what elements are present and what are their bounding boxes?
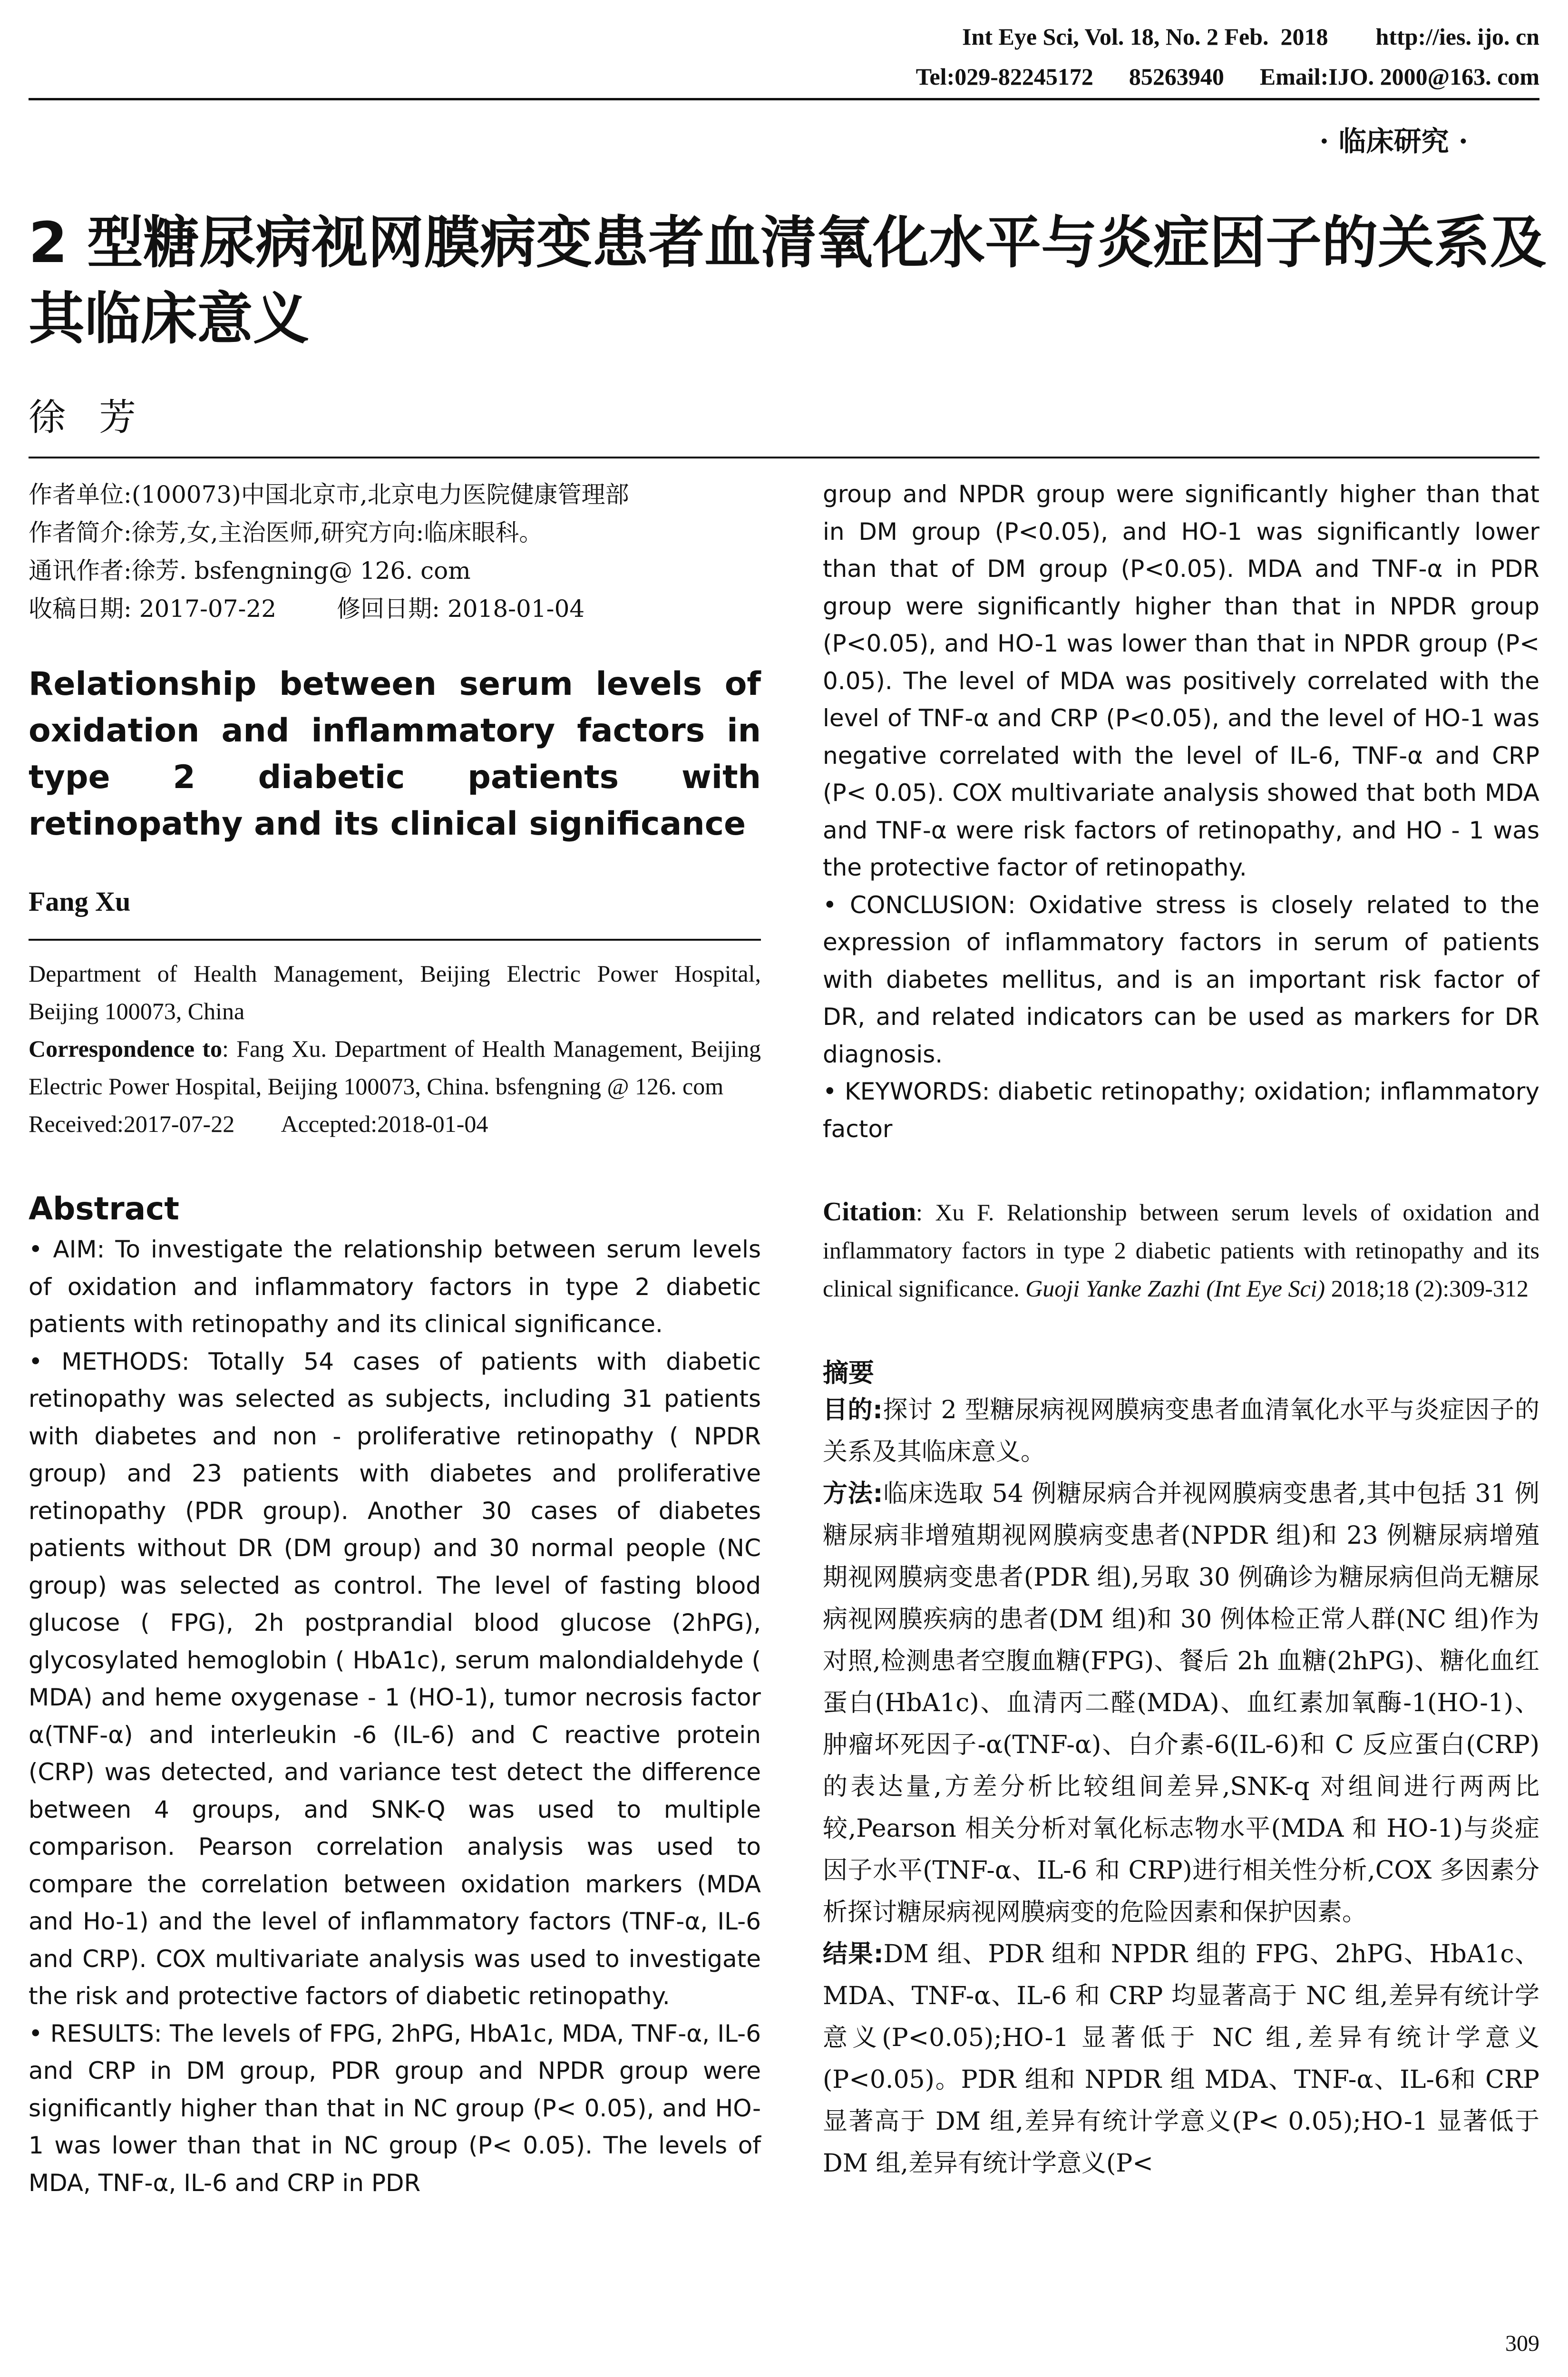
citation-label: Citation xyxy=(823,1197,916,1227)
meta-dates-cn: 收稿日期: 2017-07-22 修回日期: 2018-01-04 xyxy=(29,595,585,623)
right-column xyxy=(823,476,1539,2184)
english-author: Fang Xu xyxy=(29,886,131,917)
cn-methods-text: 临床选取 54 例糖尿病合并视网膜病变患者,其中包括 31 例糖尿病非增殖期视网膜病变患者(NPDR 组)和 23 例糖尿病增殖期视网膜病变患者(PDR 组),另取 30 例确诊为糖尿病但尚无糖尿病视网膜疾病的患者(DM 组)和 30 例体检正常人群(NC 组)作为对照,检测患者空腹血糖(FPG)、餐后 2h 血糖(2hPG)、糖化血红蛋白(HbA1c)、血清丙二醛(MDA)、血红素加氧酶-1(HO-1)、肿瘤坏死因子-α(TNF-α)、白介素-6(IL-6)和 C 反应蛋白(CRP)的表达量,方差分析比较组间差异,SNK-q 对组间进行两两比较,Pearson 相关分析对氧化标志物水平(MDA 和 HO-1)与炎症因子水平(TNF-α、IL-6 和 CRP)进行相关性分析,COX 多因素分析探讨糖尿病视网膜病变的危险因素和保护因素。 xyxy=(823,1480,1540,1927)
abstract-conclusion: • CONCLUSION: Oxidative stress is closely related to the expression of inflammatory factors in serum of patients with diabetes mellitus, and is an important risk factor of DR, and related indicators can be used as markers for DR diagnosis. xyxy=(823,891,1539,1068)
cn-aim-text: 探讨 2 型糖尿病视网膜病变患者血清氧化水平与炎症因子的关系及其临床意义。 xyxy=(823,1396,1539,1466)
citation-text: : Xu F. Relationship between serum levels of oxidation and inflammatory factors in type 2 diabetic patients with retinopathy and its clinical significance. xyxy=(823,1199,1539,1302)
abstract-aim: • AIM: To investigate the relationship between serum levels of oxidation and inflammatory factors in type 2 diabetic patients with retinopathy and its clinical significance. xyxy=(29,1236,761,1338)
citation xyxy=(823,1193,1539,1307)
section-tag: · 临床研究 · xyxy=(1319,125,1468,157)
cn-methods xyxy=(823,1473,1539,1933)
journal-header-line1: Int Eye Sci, Vol. 18, No. 2 Feb. 2018 http://ies. ijo. cn xyxy=(962,23,1539,50)
author-name-cn: 徐芳 xyxy=(29,396,170,439)
header-rule xyxy=(29,98,1539,100)
page-number: 309 xyxy=(1505,2331,1539,2356)
meta-affiliation-cn: 作者单位:(100073)中国北京市,北京电力医院健康管理部 xyxy=(29,481,629,508)
meta-corresponding-cn: 通讯作者:徐芳. bsfengning@ 126. com xyxy=(29,557,471,585)
received-dates-en: Received:2017-07-22 Accepted:2018-01-04 xyxy=(29,1111,488,1137)
cn-aim xyxy=(823,1389,1539,1473)
citation-tail: 2018;18 (2):309-312 xyxy=(1331,1275,1529,1302)
cn-results xyxy=(823,1933,1539,2184)
citation-journal: Guoji Yanke Zazhi (Int Eye Sci) xyxy=(1025,1275,1325,1302)
correspondence-label: Correspondence to xyxy=(29,1035,222,1062)
affiliation-en: Department of Health Management, Beijing Electric Power Hospital, Beijing 100073, China xyxy=(29,960,761,1024)
abstract-results-part1: • RESULTS: The levels of FPG, 2hPG, HbA1c, MDA, TNF-α, IL-6 and CRP in DM group, PDR group and NPDR group were significantly higher than that in NC group (P< 0.05), and HO-1 was lower than that in NC group (P< 0.05). The levels of MDA, TNF-α, IL-6 and CRP in PDR xyxy=(29,2019,761,2197)
abstract-heading: Abstract xyxy=(29,1190,179,1227)
left-column xyxy=(29,476,761,2202)
correspondence-en xyxy=(29,1030,761,1105)
page-title: 2 型糖尿病视网膜病变患者血清氧化水平与炎症因子的关系及其临床意义 xyxy=(29,210,1547,351)
correspondence-text: : Fang Xu. Department of Health Management, Beijing Electric Power Hospital, Beijing 100073, China. bsfengning @ 126. com xyxy=(29,1035,761,1100)
meta-author-intro-cn: 作者简介:徐芳,女,主治医师,研究方向:临床眼科。 xyxy=(29,519,543,546)
abstract-methods: • METHODS: Totally 54 cases of patients with diabetic retinopathy was selected as subjects, including 31 patients with diabetes and non - proliferative retinopathy ( NPDR group) and 23 patients with diabetes and proliferative retinopathy (PDR group). Another 30 cases of diabetes patients without DR (DM group) and 30 normal people (NC group) was selected as control. The level of fasting blood glucose ( FPG), 2h postprandial blood glucose (2hPG), glycosylated hemoglobin ( HbA1c), serum malondialdehyde ( MDA) and heme oxygenase - 1 (HO-1), tumor necrosis factor α(TNF-α) and interleukin -6 (IL-6) and C reactive protein (CRP) was detected, and variance test detect the difference between 4 groups, and SNK-Q was used to multiple comparison. Pearson correlation analysis was used to compare the correlation between oxidation markers (MDA and Ho-1) and the level of inflammatory factors (TNF-α, IL-6 and CRP). COX multivariate analysis was used to investigate the risk and protective factors of diabetic retinopathy. xyxy=(29,1347,761,2010)
english-title: Relationship between serum levels of oxidation and inflammatory factors in type 2 diabetic patients with retinopathy and its clinical significance xyxy=(29,665,761,843)
journal-header-line2: Tel:029-82245172 85263940 Email:IJO. 2000@163. com xyxy=(915,63,1539,90)
cn-aim-label: 目的: xyxy=(823,1396,883,1424)
abstract-results-part2: group and NPDR group were significantly higher than that in DM group (P<0.05), and HO-1 was significantly lower than that of DM group (P<0.05). MDA and TNF-α in PDR group were significantly higher than that in NPDR group (P<0.05), and HO-1 was lower than that in NPDR group (P< 0.05). The level of MDA was positively correlated with the level of TNF-α and CRP (P<0.05), and the level of HO-1 was negative correlated with the level of IL-6, TNF-α and CRP (P< 0.05). COX multivariate analysis showed that both MDA and TNF-α were risk factors of retinopathy, and HO - 1 was the protective factor of retinopathy. xyxy=(823,480,1539,881)
abstract-keywords: • KEYWORDS: diabetic retinopathy; oxidation; inflammatory factor xyxy=(823,1078,1539,1143)
author-rule xyxy=(29,939,761,941)
cn-abstract-heading: 摘要 xyxy=(823,1358,874,1388)
cn-results-label: 结果: xyxy=(823,1940,884,1968)
title-rule xyxy=(29,457,1539,458)
cn-results-text: DM 组、PDR 组和 NPDR 组的 FPG、2hPG、HbA1c、MDA、TNF-α、IL-6 和 CRP 均显著高于 NC 组,差异有统计学意义(P<0.05);HO-1 显著低于 NC 组,差异有统计学意义(P<0.05)。PDR 组和 NPDR 组 MDA、TNF-α、IL-6和 CRP 显著高于 DM 组,差异有统计学意义(P< 0.05);HO-1 显著低于 DM 组,差异有统计学意义(P< xyxy=(823,1940,1540,2178)
cn-methods-label: 方法: xyxy=(823,1480,883,1508)
